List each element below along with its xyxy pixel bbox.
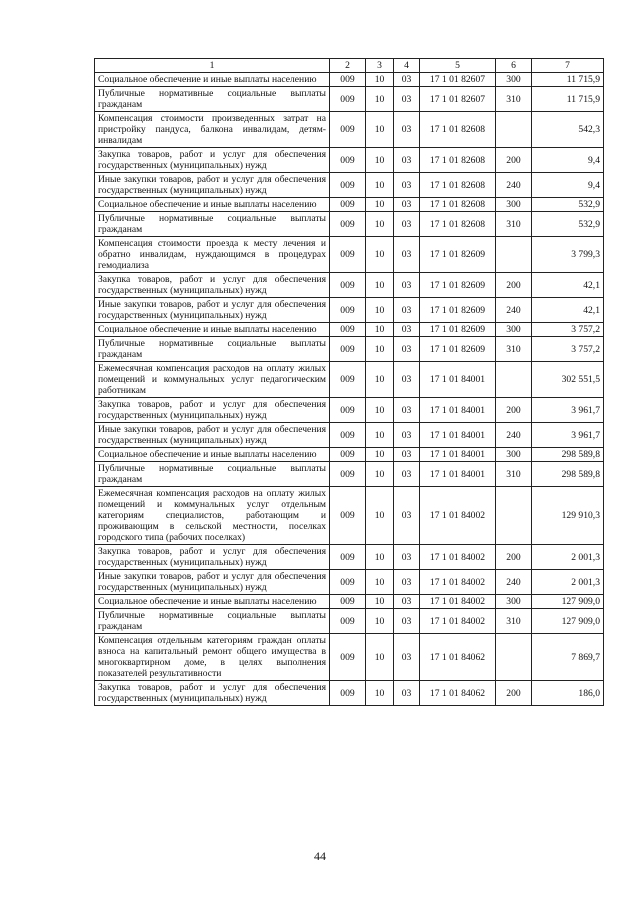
cell-ministry-code: 009 [330, 298, 366, 323]
cell-subsection: 03 [394, 173, 420, 198]
cell-target-article: 17 1 01 84002 [420, 570, 496, 595]
cell-ministry-code: 009 [330, 362, 366, 398]
cell-ministry-code: 009 [330, 173, 366, 198]
cell-subsection: 03 [394, 595, 420, 609]
cell-target-article: 17 1 01 82609 [420, 323, 496, 337]
budget-table [94, 58, 604, 706]
row-description: Закупка товаров, работ и услуг для обеспечения государственных (муниципальных) нужд [95, 681, 330, 706]
cell-subsection: 03 [394, 237, 420, 273]
cell-expense-type: 300 [496, 73, 532, 87]
row-description: Социальное обеспечение и иные выплаты населению [95, 198, 330, 212]
row-description: Компенсация отдельным категориям граждан оплаты взноса на капитальный ремонт общего имущества в многоквартирном доме, в целях выполнения показателей результативности [95, 634, 330, 681]
cell-section: 10 [366, 173, 394, 198]
budget-table-container [94, 58, 603, 706]
cell-subsection: 03 [394, 273, 420, 298]
cell-ministry-code: 009 [330, 237, 366, 273]
cell-ministry-code: 009 [330, 73, 366, 87]
cell-expense-type: 300 [496, 323, 532, 337]
cell-ministry-code: 009 [330, 148, 366, 173]
cell-subsection: 03 [394, 423, 420, 448]
cell-section: 10 [366, 112, 394, 148]
cell-section: 10 [366, 298, 394, 323]
cell-target-article: 17 1 01 84001 [420, 448, 496, 462]
cell-subsection: 03 [394, 681, 420, 706]
cell-subsection: 03 [394, 298, 420, 323]
cell-ministry-code: 009 [330, 87, 366, 112]
column-number-1: 1 [95, 59, 330, 73]
cell-amount: 127 909,0 [532, 595, 604, 609]
table-row [95, 73, 604, 87]
row-description: Социальное обеспечение и иные выплаты населению [95, 323, 330, 337]
cell-amount: 3 961,7 [532, 423, 604, 448]
table-row [95, 545, 604, 570]
cell-subsection: 03 [394, 398, 420, 423]
table-row [95, 212, 604, 237]
row-description: Публичные нормативные социальные выплаты гражданам [95, 87, 330, 112]
cell-section: 10 [366, 198, 394, 212]
cell-expense-type: 200 [496, 545, 532, 570]
cell-target-article: 17 1 01 84002 [420, 487, 496, 545]
cell-expense-type: 310 [496, 462, 532, 487]
cell-target-article: 17 1 01 82609 [420, 273, 496, 298]
cell-amount: 42,1 [532, 273, 604, 298]
cell-expense-type: 240 [496, 173, 532, 198]
row-description: Иные закупки товаров, работ и услуг для обеспечения государственных (муниципальных) нужд [95, 173, 330, 198]
cell-amount: 2 001,3 [532, 545, 604, 570]
cell-section: 10 [366, 337, 394, 362]
cell-section: 10 [366, 545, 394, 570]
cell-amount: 11 715,9 [532, 73, 604, 87]
row-description: Публичные нормативные социальные выплаты гражданам [95, 609, 330, 634]
cell-section: 10 [366, 148, 394, 173]
table-row [95, 681, 604, 706]
cell-expense-type: 310 [496, 212, 532, 237]
cell-subsection: 03 [394, 323, 420, 337]
table-row [95, 448, 604, 462]
row-description: Ежемесячная компенсация расходов на оплату жилых помещений и коммунальных услуг педагогическим работникам [95, 362, 330, 398]
row-description: Социальное обеспечение и иные выплаты населению [95, 73, 330, 87]
cell-target-article: 17 1 01 84001 [420, 423, 496, 448]
cell-section: 10 [366, 570, 394, 595]
cell-amount: 11 715,9 [532, 87, 604, 112]
table-row [95, 298, 604, 323]
cell-target-article: 17 1 01 82608 [420, 173, 496, 198]
cell-amount: 7 869,7 [532, 634, 604, 681]
cell-section: 10 [366, 87, 394, 112]
cell-subsection: 03 [394, 545, 420, 570]
table-row [95, 87, 604, 112]
cell-subsection: 03 [394, 487, 420, 545]
table-row [95, 398, 604, 423]
cell-section: 10 [366, 323, 394, 337]
cell-expense-type: 200 [496, 681, 532, 706]
cell-ministry-code: 009 [330, 323, 366, 337]
table-row [95, 423, 604, 448]
column-number-7: 7 [532, 59, 604, 73]
table-row [95, 173, 604, 198]
cell-expense-type [496, 362, 532, 398]
cell-section: 10 [366, 634, 394, 681]
row-description: Иные закупки товаров, работ и услуг для обеспечения государственных (муниципальных) нужд [95, 298, 330, 323]
cell-section: 10 [366, 462, 394, 487]
cell-ministry-code: 009 [330, 423, 366, 448]
cell-section: 10 [366, 73, 394, 87]
cell-ministry-code: 009 [330, 681, 366, 706]
cell-expense-type: 300 [496, 448, 532, 462]
cell-ministry-code: 009 [330, 545, 366, 570]
cell-amount: 9,4 [532, 173, 604, 198]
page-number: 44 [314, 849, 326, 863]
cell-ministry-code: 009 [330, 448, 366, 462]
cell-expense-type: 240 [496, 298, 532, 323]
table-row [95, 634, 604, 681]
table-body [95, 73, 604, 706]
cell-section: 10 [366, 212, 394, 237]
table-row [95, 462, 604, 487]
cell-ministry-code: 009 [330, 112, 366, 148]
cell-amount: 3 757,2 [532, 323, 604, 337]
cell-expense-type [496, 112, 532, 148]
cell-target-article: 17 1 01 84002 [420, 545, 496, 570]
cell-section: 10 [366, 595, 394, 609]
table-row [95, 609, 604, 634]
cell-expense-type [496, 634, 532, 681]
cell-subsection: 03 [394, 73, 420, 87]
table-row [95, 112, 604, 148]
table-row [95, 595, 604, 609]
cell-subsection: 03 [394, 462, 420, 487]
cell-section: 10 [366, 487, 394, 545]
cell-ministry-code: 009 [330, 487, 366, 545]
cell-ministry-code: 009 [330, 337, 366, 362]
cell-ministry-code: 009 [330, 634, 366, 681]
cell-target-article: 17 1 01 82609 [420, 237, 496, 273]
cell-target-article: 17 1 01 82608 [420, 212, 496, 237]
cell-amount: 532,9 [532, 212, 604, 237]
cell-subsection: 03 [394, 362, 420, 398]
row-description: Иные закупки товаров, работ и услуг для обеспечения государственных (муниципальных) нужд [95, 423, 330, 448]
cell-ministry-code: 009 [330, 462, 366, 487]
row-description: Компенсация стоимости произведенных затрат на пристройку пандуса, балкона инвалидам, детям-инвалидам [95, 112, 330, 148]
cell-amount: 3 961,7 [532, 398, 604, 423]
cell-target-article: 17 1 01 84001 [420, 462, 496, 487]
cell-ministry-code: 009 [330, 398, 366, 423]
cell-section: 10 [366, 398, 394, 423]
cell-subsection: 03 [394, 337, 420, 362]
row-description: Публичные нормативные социальные выплаты гражданам [95, 462, 330, 487]
cell-section: 10 [366, 609, 394, 634]
cell-section: 10 [366, 237, 394, 273]
row-description: Социальное обеспечение и иные выплаты населению [95, 595, 330, 609]
cell-subsection: 03 [394, 570, 420, 595]
table-header-row [95, 59, 604, 73]
cell-expense-type [496, 237, 532, 273]
cell-amount: 42,1 [532, 298, 604, 323]
cell-expense-type: 300 [496, 595, 532, 609]
cell-target-article: 17 1 01 82609 [420, 298, 496, 323]
cell-subsection: 03 [394, 87, 420, 112]
table-row [95, 198, 604, 212]
cell-subsection: 03 [394, 609, 420, 634]
cell-amount: 186,0 [532, 681, 604, 706]
cell-target-article: 17 1 01 82608 [420, 112, 496, 148]
cell-target-article: 17 1 01 82609 [420, 337, 496, 362]
cell-target-article: 17 1 01 82607 [420, 73, 496, 87]
cell-ministry-code: 009 [330, 212, 366, 237]
cell-subsection: 03 [394, 448, 420, 462]
table-row [95, 237, 604, 273]
cell-expense-type: 310 [496, 337, 532, 362]
cell-target-article: 17 1 01 84062 [420, 681, 496, 706]
row-description: Закупка товаров, работ и услуг для обеспечения государственных (муниципальных) нужд [95, 545, 330, 570]
cell-amount: 532,9 [532, 198, 604, 212]
cell-target-article: 17 1 01 84002 [420, 609, 496, 634]
table-row [95, 570, 604, 595]
cell-amount: 127 909,0 [532, 609, 604, 634]
cell-ministry-code: 009 [330, 198, 366, 212]
cell-target-article: 17 1 01 82608 [420, 148, 496, 173]
cell-target-article: 17 1 01 84001 [420, 398, 496, 423]
cell-amount: 2 001,3 [532, 570, 604, 595]
cell-expense-type: 240 [496, 423, 532, 448]
column-number-3: 3 [366, 59, 394, 73]
cell-target-article: 17 1 01 84002 [420, 595, 496, 609]
cell-amount: 129 910,3 [532, 487, 604, 545]
cell-amount: 3 799,3 [532, 237, 604, 273]
cell-ministry-code: 009 [330, 273, 366, 298]
cell-target-article: 17 1 01 84062 [420, 634, 496, 681]
cell-section: 10 [366, 448, 394, 462]
cell-expense-type: 310 [496, 87, 532, 112]
cell-amount: 298 589,8 [532, 448, 604, 462]
table-row [95, 487, 604, 545]
cell-ministry-code: 009 [330, 570, 366, 595]
cell-section: 10 [366, 362, 394, 398]
row-description: Закупка товаров, работ и услуг для обеспечения государственных (муниципальных) нужд [95, 398, 330, 423]
cell-expense-type [496, 487, 532, 545]
cell-subsection: 03 [394, 148, 420, 173]
cell-subsection: 03 [394, 112, 420, 148]
cell-amount: 9,4 [532, 148, 604, 173]
cell-subsection: 03 [394, 198, 420, 212]
cell-expense-type: 240 [496, 570, 532, 595]
row-description: Публичные нормативные социальные выплаты гражданам [95, 212, 330, 237]
cell-expense-type: 200 [496, 398, 532, 423]
column-number-6: 6 [496, 59, 532, 73]
cell-expense-type: 310 [496, 609, 532, 634]
table-row [95, 273, 604, 298]
column-number-2: 2 [330, 59, 366, 73]
row-description: Публичные нормативные социальные выплаты гражданам [95, 337, 330, 362]
cell-target-article: 17 1 01 84001 [420, 362, 496, 398]
cell-amount: 542,3 [532, 112, 604, 148]
cell-target-article: 17 1 01 82608 [420, 198, 496, 212]
cell-subsection: 03 [394, 212, 420, 237]
cell-subsection: 03 [394, 634, 420, 681]
cell-expense-type: 200 [496, 273, 532, 298]
table-row [95, 337, 604, 362]
cell-target-article: 17 1 01 82607 [420, 87, 496, 112]
cell-expense-type: 200 [496, 148, 532, 173]
cell-section: 10 [366, 681, 394, 706]
row-description: Закупка товаров, работ и услуг для обеспечения государственных (муниципальных) нужд [95, 148, 330, 173]
table-row [95, 362, 604, 398]
row-description: Ежемесячная компенсация расходов на оплату жилых помещений и коммунальных услуг отдельным категориям специалистов, работающим и проживающим в сельской местности, поселках городского типа (рабочих поселках) [95, 487, 330, 545]
row-description: Иные закупки товаров, работ и услуг для обеспечения государственных (муниципальных) нужд [95, 570, 330, 595]
table-row [95, 323, 604, 337]
row-description: Закупка товаров, работ и услуг для обеспечения государственных (муниципальных) нужд [95, 273, 330, 298]
table-row [95, 148, 604, 173]
cell-amount: 298 589,8 [532, 462, 604, 487]
cell-section: 10 [366, 423, 394, 448]
column-number-4: 4 [394, 59, 420, 73]
cell-section: 10 [366, 273, 394, 298]
cell-expense-type: 300 [496, 198, 532, 212]
cell-amount: 3 757,2 [532, 337, 604, 362]
column-number-5: 5 [420, 59, 496, 73]
row-description: Компенсация стоимости проезда к месту лечения и обратно инвалидам, нуждающимся в процедурах гемодиализа [95, 237, 330, 273]
cell-ministry-code: 009 [330, 595, 366, 609]
cell-amount: 302 551,5 [532, 362, 604, 398]
cell-ministry-code: 009 [330, 609, 366, 634]
row-description: Социальное обеспечение и иные выплаты населению [95, 448, 330, 462]
